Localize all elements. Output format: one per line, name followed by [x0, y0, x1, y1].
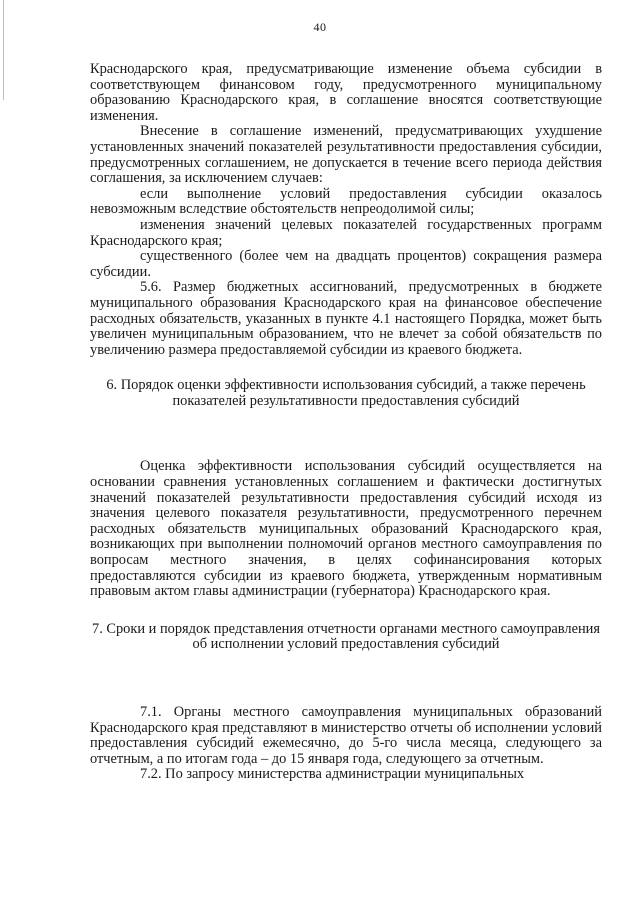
paragraph-7-2: 7.2. По запросу министерства администрации муниципальных — [140, 766, 525, 783]
document-body — [90, 62, 602, 783]
paragraph-5-6: 5.6. Размер бюджетных ассигнований, предусмотренных в бюджете муниципального образования Краснодарского края на финансовое обеспечение расходных обязательств, указанных в пункте 4.1 настоящего Порядка, может быть увеличен муниципальным образованием, что не влечет за собой обязательств по увеличению размера предоставляемой субсидии из краевого бюджета. — [90, 279, 602, 358]
paragraph-efficiency-assessment: Оценка эффективности использования субсидий осуществляется на основании сравнения установленных соглашением и фактически достигнутых значений показателей результативности предоставления субсидий исходя из значения целевого показателя результативности, предусмотренного перечнем расходных обязательств муниципальных образований Краснодарского края, возникающих при выполнении полномочий органов местного самоуправления по вопросам местного значения, в целях софинансирования которых предоставляются субсидии из краевого бюджета, утвержденным нормативным правовым актом главы администрации (губернатора) Краснодарского края. — [90, 458, 602, 600]
paragraph-subsidy-reduction: существенного (более чем на двадцать процентов) сокращения размера субсидии. — [90, 248, 602, 280]
paragraph-amendment-restriction: Внесение в соглашение изменений, предусматривающих ухудшение установленных значений показателей результативности предоставления субсидии, предусмотренных соглашением, не допускается в течение всего периода действия соглашения, за исключением случаев: — [90, 123, 602, 187]
paragraph-7-1: 7.1. Органы местного самоуправления муниципальных образований Краснодарского края представляют в министерство отчеты об исполнении условий предоставления субсидий ежемесячно, до 5-го числа месяца, следующего за отчетным, а по итогам года – до 15 января года, следующего за отчетным. — [90, 704, 602, 767]
paragraph-force-majeure: если выполнение условий предоставления субсидии оказалось невозможным вследствие обстоятельств непреодолимой силы; — [90, 185, 602, 218]
page-number: 40 — [313, 20, 327, 34]
section-7-heading: 7. Сроки и порядок представления отчетности органами местного самоуправления об исполнении условий предоставления субсидий — [92, 620, 600, 653]
paragraph-target-indicators: изменения значений целевых показателей государственных программ Краснодарского края; — [90, 216, 602, 249]
page-edge-line — [3, 0, 4, 100]
section-6-heading: 6. Порядок оценки эффективности использования субсидий, а также перечень показателей результативности предоставления субсидий — [106, 377, 586, 409]
paragraph-continuation: Краснодарского края, предусматривающие изменение объема субсидии в соответствующем финансовом году, предусмотренного муниципальному образованию Краснодарского края, в соглашение вносятся соответствующие изменения. — [90, 61, 602, 124]
